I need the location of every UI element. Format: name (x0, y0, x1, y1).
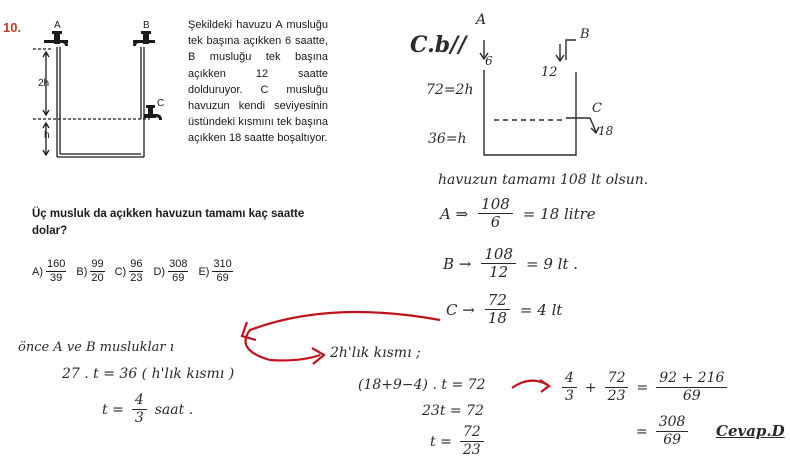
sketch-b-label: B (580, 27, 590, 42)
tap-c-label: C (157, 98, 165, 109)
left-equation-2: t = $\frac{4}{3}$ saat . (102, 392, 194, 426)
choice-d[interactable]: D) $\frac{308}{69}$ (153, 258, 188, 284)
assumption-text: havuzun tamamı 108 lt olsun. (438, 172, 649, 188)
choice-e[interactable]: E) $\frac{310}{69}$ (198, 258, 232, 284)
rate-b-line: B → $\frac{108}{12}$ = 9 lt . (443, 245, 579, 281)
tap-a-label: A (54, 20, 61, 31)
sketch-c-time: 18 (598, 124, 614, 138)
sketch-b-time: 12 (541, 65, 558, 80)
left-title: önce A ve B musluklar ı (18, 340, 174, 355)
right-equation-2: 23t = 72 (422, 403, 484, 419)
right-equation-3: t = $\frac{72}{23}$ (430, 424, 484, 459)
sketch-a-label: A (476, 12, 487, 28)
answer-text: Cevap.D (716, 422, 785, 440)
question-number: 10. (3, 20, 22, 35)
tap-b-label: B (143, 20, 150, 31)
rate-c-line: C → $\frac{72}{18}$ = 4 lt (446, 291, 563, 327)
choice-b[interactable]: B) $\frac{99}{20}$ (76, 258, 104, 284)
choice-c[interactable]: C) $\frac{96}{23}$ (114, 258, 143, 284)
problem-text: Şekildeki havuzu A musluğu tek başına açıkken 6 saatte, B musluğu tek başına açıkken 12 saatte dolduruyor. C musluğu havuzun kendi seviyesinin üstündeki kısmını tek başına açıkken 18 saatte boşaltıyor. (188, 19, 328, 145)
solution-header: C.b// (410, 32, 467, 58)
sum-equation: 4 3 + $\frac{72}{23}$ = $\frac{92 + 216}{69}$ (562, 370, 727, 405)
rate-a-line: A ⇒ $\frac{108}{6}$ = 18 litre (440, 195, 596, 231)
choice-a[interactable]: A) $\frac{160}{39}$ (32, 258, 66, 284)
right-title: 2h'lık kısmı ; (330, 345, 421, 361)
final-equation: = $\frac{308}{69}$ (636, 414, 688, 449)
left-equation-1: 27 . t = 36 ( h'lık kısmı ) (62, 366, 235, 382)
question-prompt: Üç musluk da açıkken havuzun tamamı kaç saatte dolar? (32, 208, 305, 237)
sketch-lower-label: 36=h (428, 131, 467, 147)
height-2h-label: 2h (38, 78, 50, 89)
right-equation-1: (18+9−4) . t = 72 (358, 377, 486, 393)
sketch-a-time: 6 (485, 54, 493, 68)
sketch-c-label: C (592, 101, 602, 116)
sketch-upper-label: 72=2h (426, 82, 474, 98)
height-h-label: h (44, 130, 50, 141)
